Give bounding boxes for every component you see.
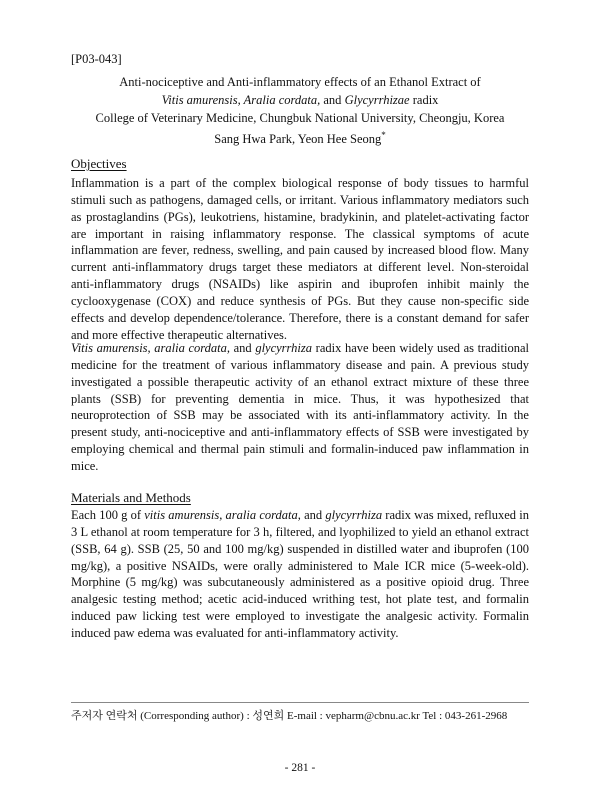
objectives-species: Vitis amurensis, aralia cordata,	[71, 341, 231, 355]
title-genus: Glycyrrhizae	[344, 93, 410, 107]
methods-text-start: Each 100 g of	[71, 508, 145, 522]
methods-paragraph	[71, 507, 529, 642]
abstract-code: [P03-043]	[71, 52, 122, 66]
page-number: - 281 -	[284, 762, 316, 774]
corresponding-author-footer: 주저자 연락처 (Corresponding author) : 성연희 E-mail : vepharm@cbnu.ac.kr Tel : 043-261-2968	[71, 710, 508, 722]
objectives-text-and: and	[230, 341, 256, 355]
footer-divider	[71, 702, 529, 703]
title-suffix: radix	[409, 93, 439, 107]
title-species: Vitis amurensis, Aralia cordata,	[161, 93, 321, 107]
methods-text-body: radix was mixed, refluxed in 3 L ethanol at room temperature for 3 h, filtered, and lyophilized to yield an ethanol extract (SSB, 64 g). SSB (25, 50 and 100 mg/kg) suspended in distilled water and ibuprofen (100 mg/kg), a positive NSAIDs, were orally administered to Male ICR mice (5-week-old). Morphine (5 mg/kg) was subcutaneously administered as a positive opioid drug. Three analgesic testing method; acetic acid-induced writhing test, hot plate test, and formalin induced paw licking test were employed to investigate the analgesic activity. Formalin induced paw edema was evaluated for anti-inflammatory activity.	[71, 508, 529, 640]
methods-heading: Materials and Methods	[71, 490, 191, 505]
authors	[71, 126, 529, 148]
author-names: Sang Hwa Park, Yeon Hee Seong	[214, 132, 382, 147]
corresponding-author-mark: *	[381, 130, 386, 140]
title-and: and	[320, 93, 345, 107]
objectives-paragraph-2	[71, 340, 529, 475]
objectives-text-body: radix have been widely used as traditional medicine for the treatment of various inflammatory disease and pain. A previous study investigated a possible therapeutic activity of an ethanol extract mixture of these three plants (SSB) for preventing dementia in mice. Thus, it was hypothesized that neuroprotection of SSB may be associated with its anti-inflammatory activity. In the present study, anti-nociceptive and anti-inflammatory effects of SSB were investigated by employing chemical and thermal pain stimuli and formalin-induced paw inflammation in mice.	[71, 341, 529, 473]
title-line-1: Anti-nociceptive and Anti-inflammatory effects of an Ethanol Extract of	[119, 75, 481, 89]
objectives-genus: glycyrrhiza	[255, 341, 313, 355]
objectives-heading: Objectives	[71, 156, 127, 171]
methods-species: vitis amurensis, aralia cordata,	[144, 508, 301, 522]
affiliation: College of Veterinary Medicine, Chungbuk National University, Cheongju, Korea	[95, 111, 505, 125]
objectives-paragraph-1: Inflammation is a part of the complex biological response of body tissues to harmful stimuli such as pathogens, damaged cells, or irritant. Various inflammatory mediators such as prostaglandins (PGs), leukotriens, histamine, bradykinin, and platelet-activating factor are important in raising inflammatory response. The classical symptoms of acute inflammation are fever, redness, swelling, and pain caused by increased blood flow. Many current anti-inflammatory drugs target these mediators at different level. Non-steroidal anti-inflammatory drugs (NSAIDs) like aspirin and ibuprofen inhibit mainly the cyclooxygenase (COX) and reduce synthesis of PGs. But they cause non-specific side effects and develop dependence/tolerance. Therefore, there is a constant demand for safer and more effective therapeutic alternatives.	[71, 176, 529, 342]
title-line-2	[71, 91, 529, 109]
methods-text-and: and	[300, 508, 326, 522]
methods-genus: glycyrrhiza	[325, 508, 383, 522]
